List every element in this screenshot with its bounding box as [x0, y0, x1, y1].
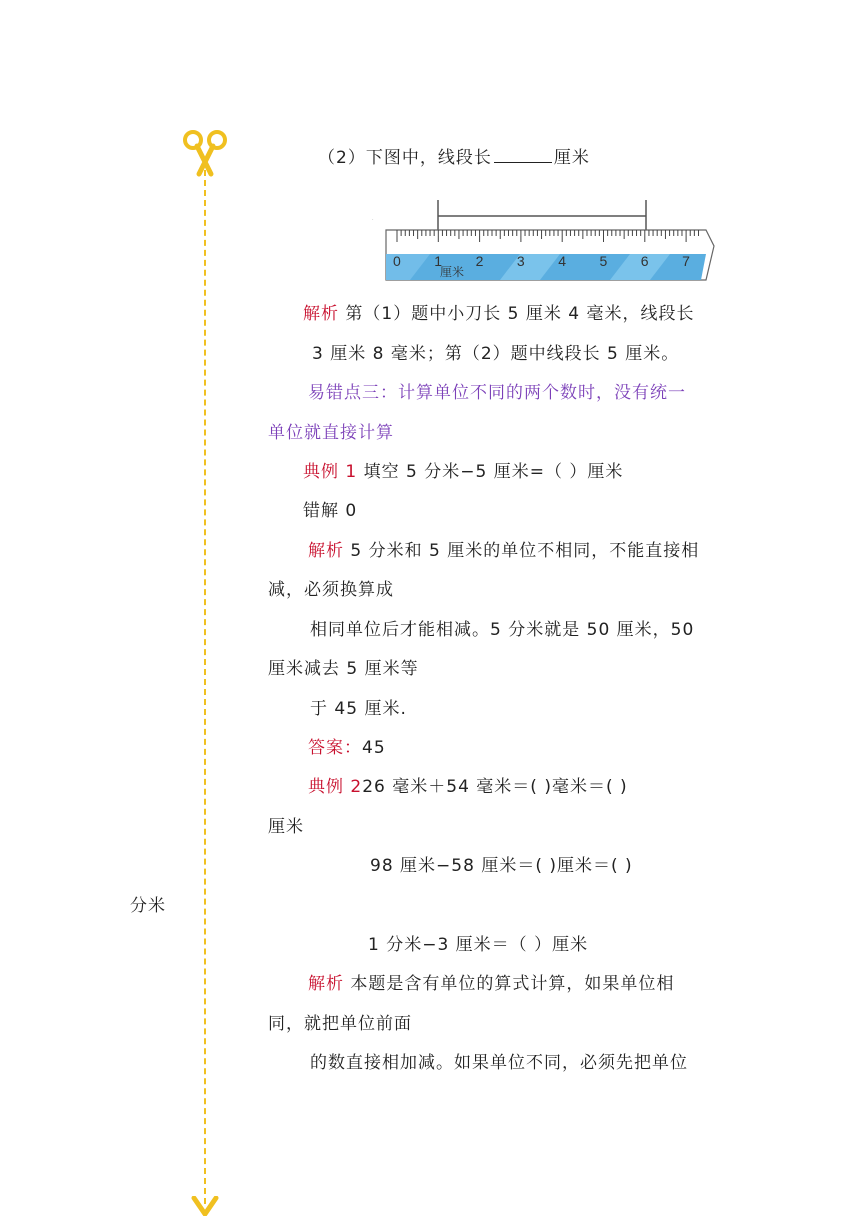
wrong-answer: 错解 0 — [303, 501, 358, 521]
analysis3-line3: 的数直接相加减。如果单位不同，必须先把单位 — [310, 1053, 688, 1073]
analysis-label: 解析 — [303, 304, 339, 324]
pitfall-heading-cont: 单位就直接计算 — [268, 423, 394, 443]
analysis-label: 解析 — [308, 541, 344, 561]
answer-label: 答案： — [308, 738, 362, 758]
example-text: 填空 5 分米−5 厘米=（ ）厘米 — [357, 462, 624, 482]
q2-prefix: （2）下图中，线段长 — [318, 148, 492, 168]
ruler-figure — [370, 196, 718, 286]
analysis-text: 第（1）题中小刀长 5 厘米 4 毫米，线段长 — [345, 304, 695, 324]
answer-value: 45 — [362, 738, 386, 758]
example-label: 典例 1 — [303, 462, 358, 482]
analysis2-line5: 于 45 厘米. — [310, 699, 407, 719]
analysis1-line1 — [303, 303, 694, 325]
analysis3-line1 — [308, 973, 674, 995]
ruler-tick-label: 4 — [558, 253, 566, 269]
scissors-icon — [182, 128, 228, 180]
cut-line — [204, 170, 206, 1204]
pitfall-heading: 易错点三：计算单位不同的两个数时，没有统一 — [308, 383, 686, 403]
analysis3-line2: 同，就把单位前面 — [268, 1014, 412, 1034]
ruler-tick-label: 1 — [434, 253, 443, 269]
ruler-tick-label: 6 — [640, 253, 649, 269]
svg-text:.: . — [372, 216, 374, 222]
example2-line4: 分米 — [130, 896, 166, 916]
scissors-bottom-icon — [188, 1196, 222, 1216]
ruler-tick-label: 5 — [599, 253, 608, 269]
ruler-tick-label: 0 — [393, 253, 401, 269]
analysis2-line4: 厘米减去 5 厘米等 — [268, 659, 419, 679]
example-text: 26 毫米＋54 毫米＝( )毫米＝( ) — [362, 777, 628, 797]
q2-suffix: 厘米 — [553, 148, 590, 168]
example2-line1 — [308, 776, 628, 798]
ruler-tick-label: 7 — [682, 253, 690, 269]
analysis2-line2: 减，必须换算成 — [268, 580, 394, 600]
ruler-tick-label: 2 — [475, 253, 484, 269]
analysis-label: 解析 — [308, 974, 344, 994]
answer-line — [308, 737, 386, 759]
example1-question — [303, 461, 623, 483]
analysis-text: 5 分米和 5 厘米的单位不相同，不能直接相 — [344, 541, 700, 561]
example2-line2: 厘米 — [268, 817, 304, 837]
analysis2-line1 — [308, 540, 699, 562]
example2-line5: 1 分米−3 厘米＝（ ）厘米 — [368, 935, 589, 955]
ruler-tick-label: 3 — [516, 253, 525, 269]
ruler-unit-label: 厘米 — [440, 265, 465, 279]
analysis-text: 本题是含有单位的算式计算，如果单位相 — [350, 974, 675, 994]
example-label: 典例 2 — [308, 777, 363, 797]
q2-line — [318, 146, 590, 169]
analysis1-line2: 3 厘米 8 毫米；第（2）题中线段长 5 厘米。 — [312, 344, 680, 364]
analysis2-line3: 相同单位后才能相减。5 分米就是 50 厘米，50 — [310, 620, 695, 640]
example2-line3: 98 厘米−58 厘米＝( )厘米＝( ) — [370, 856, 633, 876]
answer-blank — [494, 146, 552, 163]
